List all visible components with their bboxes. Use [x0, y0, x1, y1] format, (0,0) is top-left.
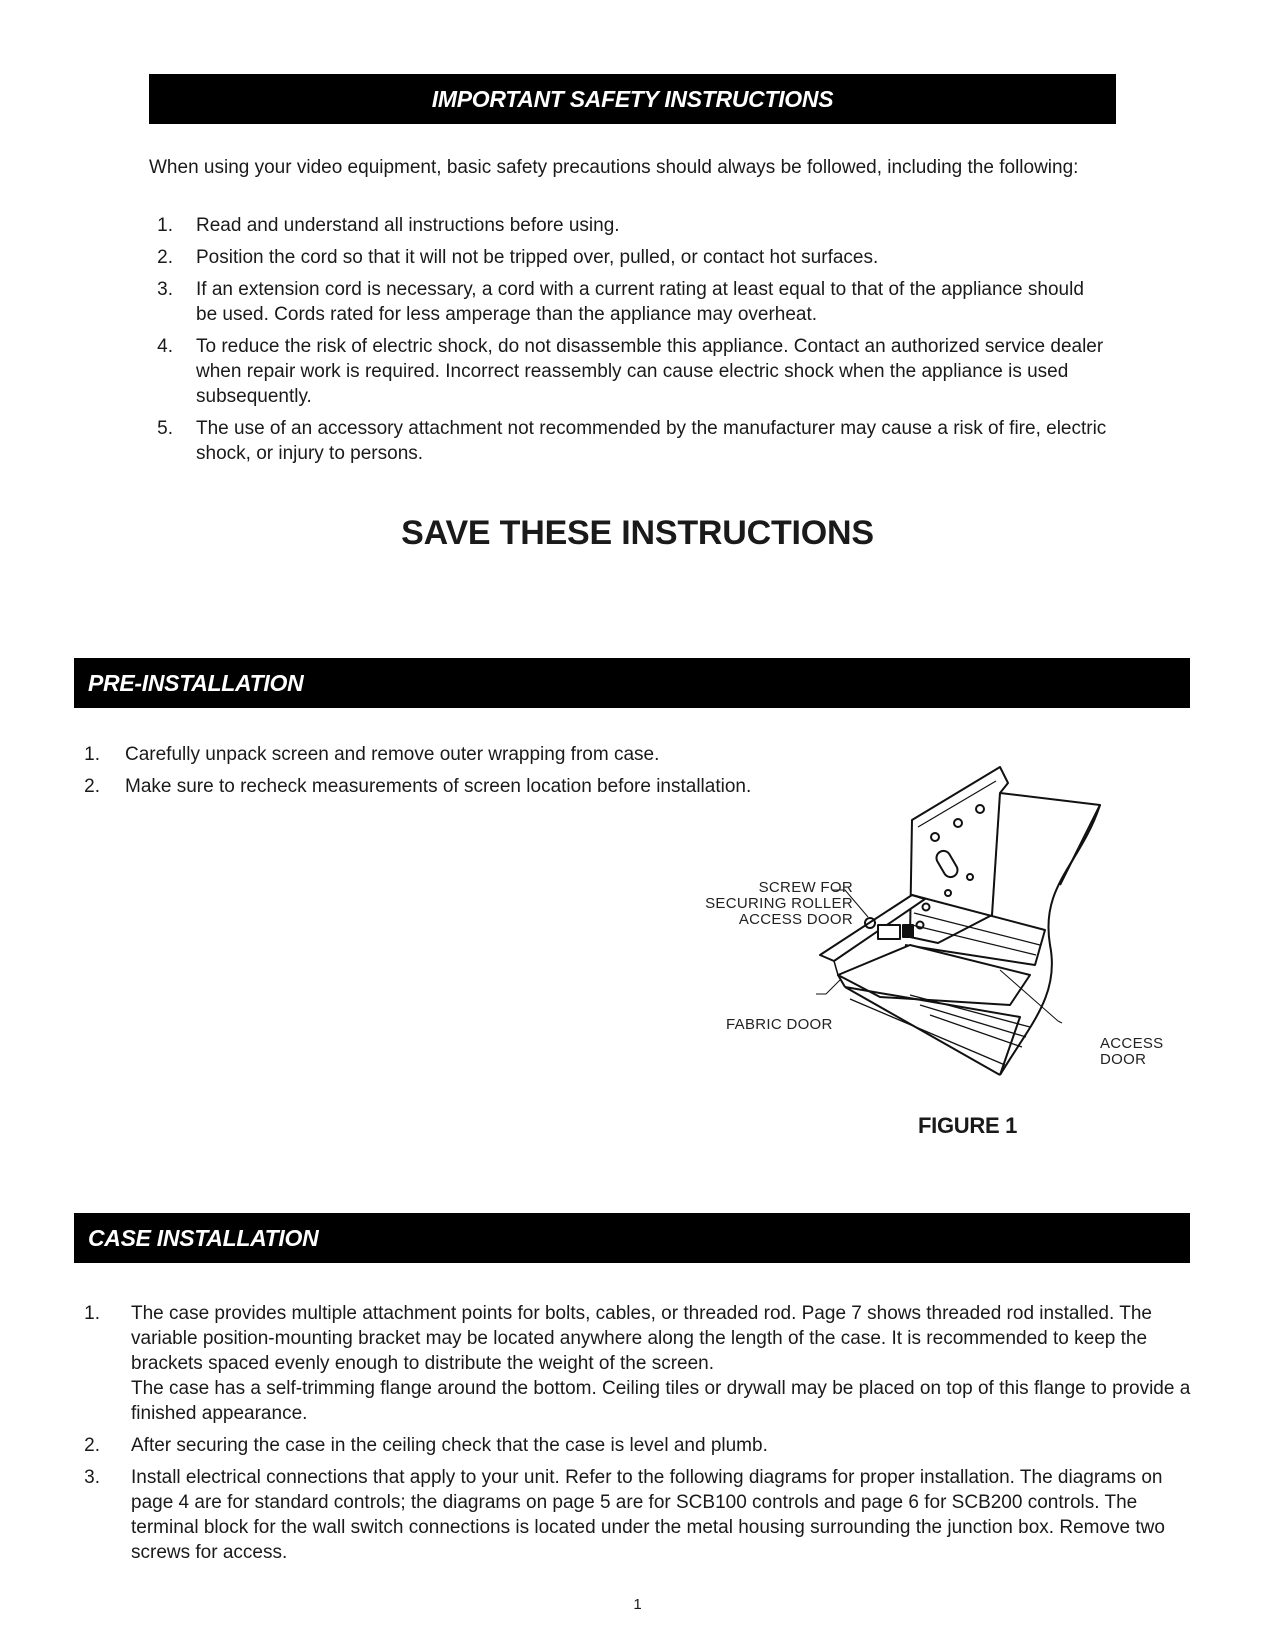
- figure-label-access-door: ACCESS DOOR: [1100, 1035, 1164, 1068]
- list-item: 3. If an extension cord is necessary, a cord with a current rating at least equal to that of the appliance should be used. Cords rated for less amperage than the appliance may overheat.: [157, 279, 1084, 325]
- case-installation-header: CASE INSTALLATION: [74, 1213, 1190, 1263]
- list-item: 5. The use of an accessory attachment not recommended by the manufacturer may cause a risk of fire, electric shock, or injury to persons.: [157, 418, 1107, 464]
- case-installation-list: [76, 1301, 1196, 1572]
- save-instructions-heading: SAVE THESE INSTRUCTIONS: [401, 514, 874, 552]
- pre-installation-header: PRE-INSTALLATION: [74, 658, 1190, 708]
- list-item: 4. To reduce the risk of electric shock, do not disassemble this appliance. Contact an authorized service dealer when repair work is required. Incorrect reassembly can cause electric shock when the appliance is used subsequently.: [157, 336, 1104, 407]
- figure-label-screw: SCREW FOR SECURING ROLLER ACCESS DOOR: [705, 879, 853, 928]
- list-item: 1. Read and understand all instructions before using.: [157, 215, 620, 236]
- figure-label-fabric-door: FABRIC DOOR: [726, 1016, 833, 1033]
- list-item: 2. After securing the case in the ceiling check that the case is level and plumb.: [84, 1435, 768, 1456]
- page-number: 1: [633, 1596, 642, 1613]
- list-item: 2. Make sure to recheck measurements of screen location before installation.: [84, 776, 752, 797]
- figure-caption: FIGURE 1: [918, 1113, 1018, 1138]
- safety-intro: When using your video equipment, basic safety precautions should always be followed, including the following:: [149, 157, 1079, 178]
- list-item: 2. Position the cord so that it will not be tripped over, pulled, or contact hot surfaces.: [157, 247, 879, 268]
- safety-header: IMPORTANT SAFETY INSTRUCTIONS: [149, 74, 1116, 124]
- list-item: 1. Carefully unpack screen and remove outer wrapping from case.: [84, 744, 660, 765]
- list-item: 1. The case provides multiple attachment points for bolts, cables, or threaded rod. Page 7 shows threaded rod installed. The variable position-mounting bracket may be located anywhere along the length of the case. It is recommended to keep the brackets spaced evenly enough to distribute the weight of the screen. The case has a self-trimming flange around the bottom. Ceiling tiles or drywall may be placed on top of this flange to provide a finished appearance.: [84, 1303, 1191, 1424]
- safety-list: [149, 213, 1109, 473]
- list-item: 3. Install electrical connections that apply to your unit. Refer to the following diagrams for proper installation. The diagrams on page 4 are for standard controls; the diagrams on page 5 are for SCB100 controls and page 6 for SCB200 controls. The terminal block for the wall switch connections is located under the metal housing surrounding the junction box. Remove two screws for access.: [84, 1467, 1165, 1563]
